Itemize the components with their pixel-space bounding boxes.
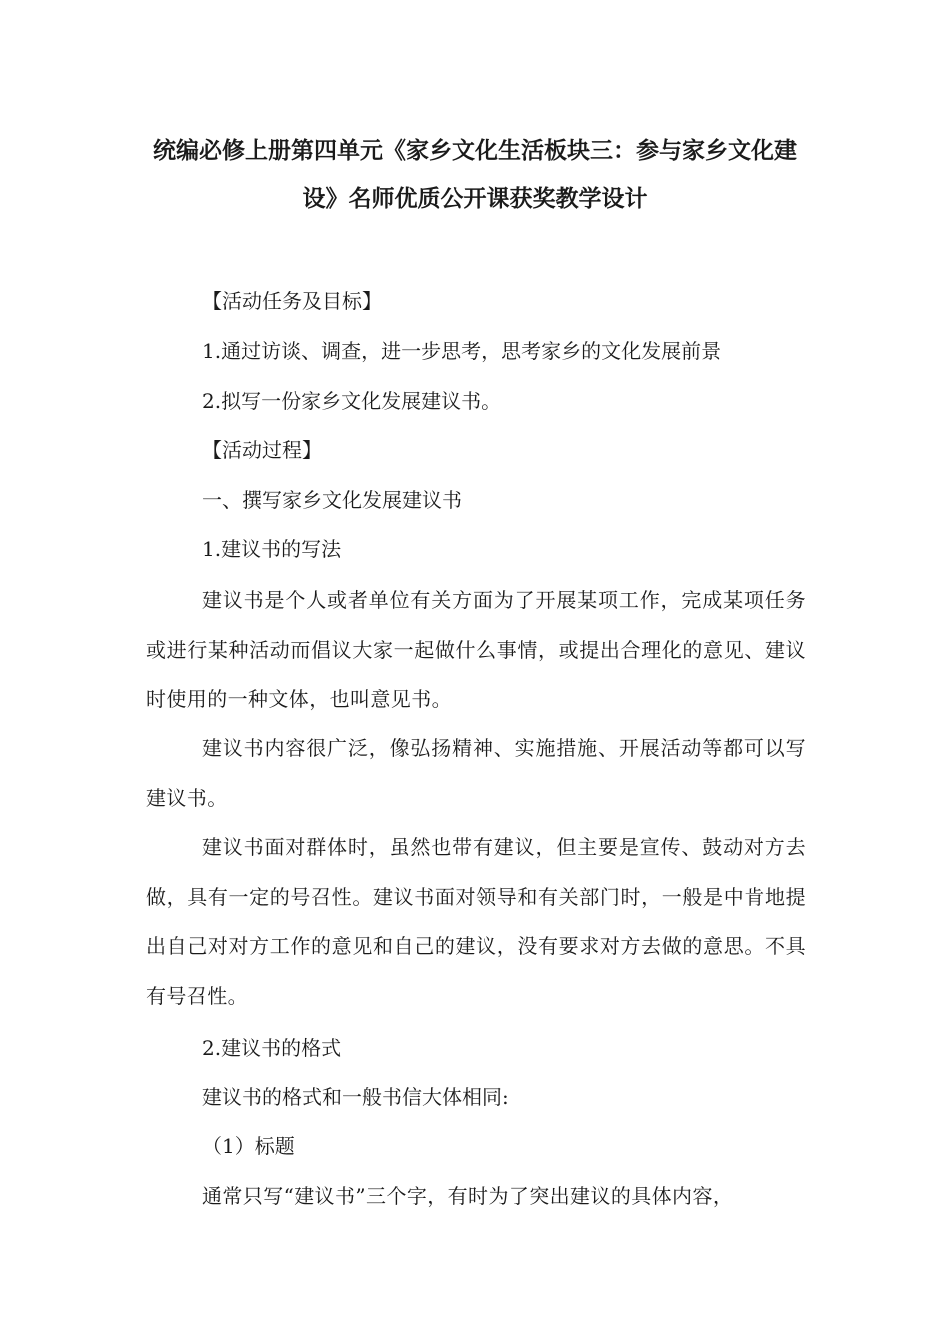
goal-item-1: 1.通过访谈、调查，进一步思考，思考家乡的文化发展前景 [202,339,722,363]
heading-activity-task: 【活动任务及目标】 [202,289,382,313]
format-item-title: （1）标题 [202,1134,295,1158]
heading-activity-process: 【活动过程】 [202,438,322,462]
document-title-line-1: 统编必修上册第四单元《家乡文化生活板块三：参与家乡文化建 [153,138,797,164]
subheading-writing-method: 1.建议书的写法 [202,537,342,561]
paragraph-scope: 建议书内容很广泛，像弘扬精神、实施措施、开展活动等都可以写建议书。 [146,736,806,810]
paragraph-audience: 建议书面对群体时，虽然也带有建议，但主要是宣传、鼓动对方去做，具有一定的号召性。建议书面对领导和有关部门时，一般是中肯地提出自己对对方工作的意见和自己的建议，没有要求对方去做的意思。不具有号召性。 [146,835,806,1008]
paragraph-definition: 建议书是个人或者单位有关方面为了开展某项工作，完成某项任务或进行某种活动而倡议大家一起做什么事情，或提出合理化的意见、建议时使用的一种文体，也叫意见书。 [146,588,806,711]
goal-item-2: 2.拟写一份家乡文化发展建议书。 [202,389,502,413]
document-title-line-2: 设》名师优质公开课获奖教学设计 [302,186,648,212]
section-heading-1: 一、撰写家乡文化发展建议书 [202,488,462,512]
paragraph-title-note: 通常只写“建议书”三个字，有时为了突出建议的具体内容， [202,1184,734,1208]
subheading-format: 2.建议书的格式 [202,1036,342,1060]
format-intro: 建议书的格式和一般书信大体相同: [202,1085,509,1109]
